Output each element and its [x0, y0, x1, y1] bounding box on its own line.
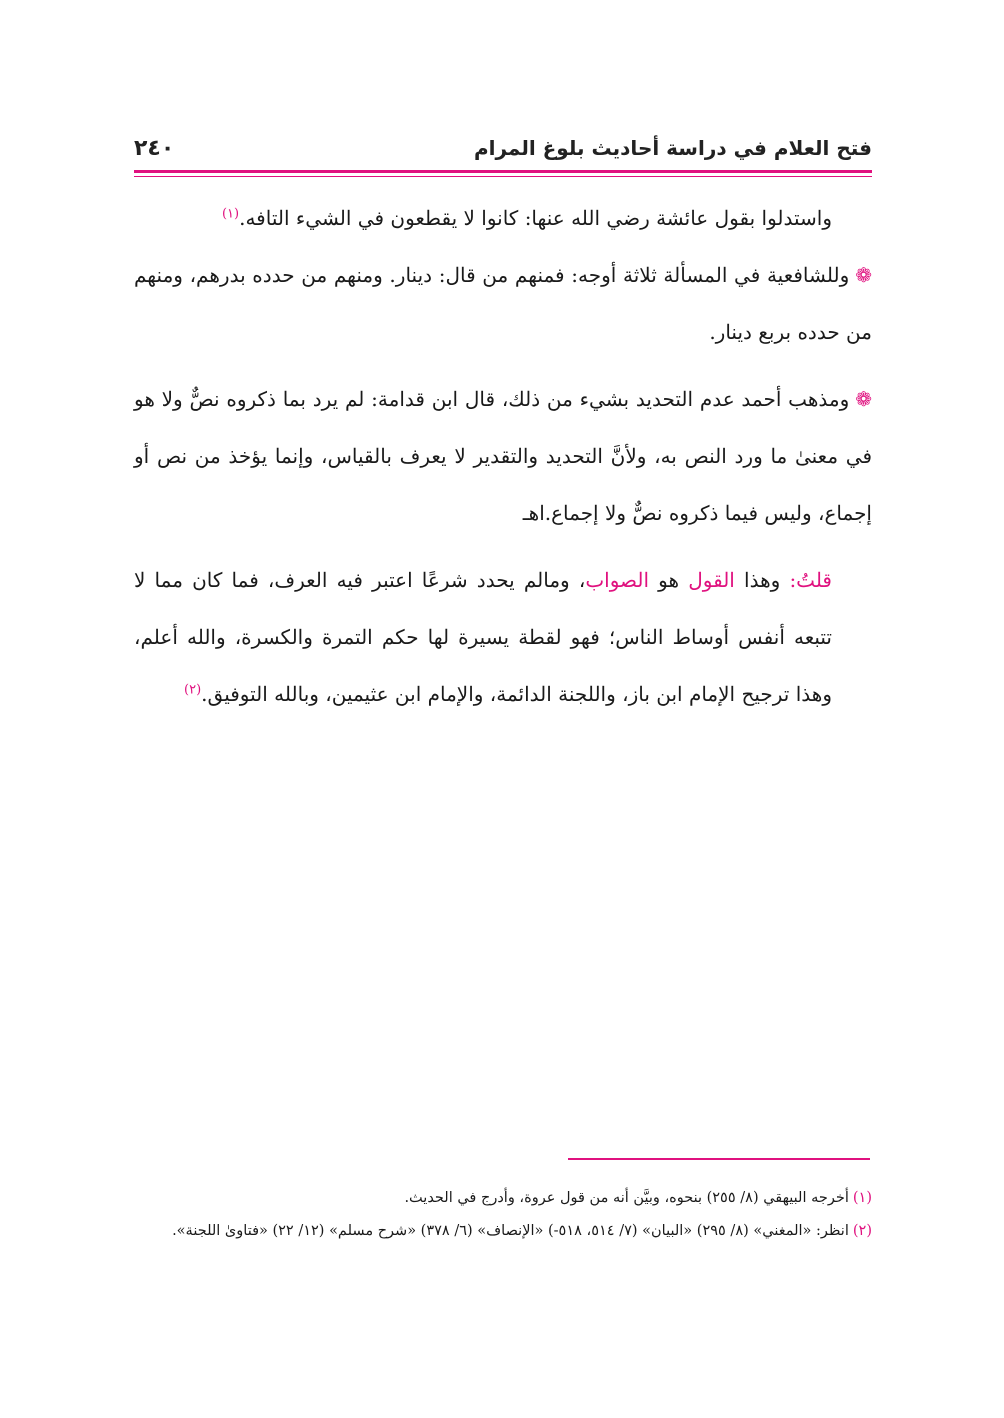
footnote-ref-1[interactable]: (١)	[221, 206, 240, 222]
paragraph-4-text-2: هو	[649, 568, 689, 592]
footnotes	[134, 1184, 872, 1250]
rosette-icon: ❁	[855, 263, 872, 287]
footnote-text: أخرجه البيهقي (٨/ ٢٥٥) بنحوه، وبيَّن أنه من قول عروة، وأدرج في الحديث.	[404, 1190, 849, 1206]
footnote-text: انظر: «المغني» (٨/ ٢٩٥) «البيان» (٧/ ٥١٤، ٥١٨-) «الإنصاف» (٦/ ٣٧٨) «شرح مسلم» (١٢/ ٢٢) «فتاوىٰ اللجنة».	[172, 1223, 849, 1239]
highlight-qawl: القول	[688, 568, 735, 592]
header-rule-thin	[134, 176, 872, 177]
page-header	[134, 128, 872, 168]
paragraph-3	[134, 371, 872, 542]
page-number: ٢٤٠	[134, 135, 175, 161]
footnote-ref-2[interactable]: (٢)	[184, 682, 202, 698]
paragraph-1	[134, 190, 872, 247]
footnote-2	[134, 1217, 872, 1246]
running-title: فتح العلام في دراسة أحاديث بلوغ المرام	[473, 136, 872, 160]
paragraph-3-text: ومذهب أحمد عدم التحديد بشيء من ذلك، قال ابن قدامة: لم يرد بما ذكروه نصٌّ ولا هو في معنىٰ ما ورد النص به، ولأنَّ التحديد والتقدير لا يعرف بالقياس، وإنما يؤخذ من نص أو إجماع، وليس فيما ذكروه نصٌّ ولا إجماع.اهـ	[134, 387, 872, 525]
footnote-1	[134, 1184, 872, 1213]
qultu-label: قلتُ:	[789, 568, 832, 592]
highlight-sawab: الصواب	[585, 568, 650, 592]
header-rule-thick	[134, 170, 872, 173]
paragraph-4-text-1: وهذا	[734, 568, 790, 592]
footnote-number: (١)	[852, 1190, 872, 1206]
paragraph-4-text-3: ، ومالم يحدد شرعًا اعتبر فيه العرف، فما كان مما لا تتبعه أنفس أوساط الناس؛ فهو لقطة يسيرة لها حكم التمرة والكسرة، والله أعلم، وهذا ترجيح الإمام ابن باز، واللجنة الدائمة، والإمام ابن عثيمين، وبالله التوفيق.	[134, 568, 832, 706]
rosette-icon: ❁	[855, 387, 872, 411]
footnote-separator	[568, 1158, 870, 1160]
paragraph-4	[134, 552, 872, 723]
paragraph-2	[134, 247, 872, 361]
paragraph-2-text: وللشافعية في المسألة ثلاثة أوجه: فمنهم من قال: دينار. ومنهم من حدده بدرهم، ومنهم من حدده بربع دينار.	[134, 263, 872, 344]
body-text	[134, 190, 872, 723]
paragraph-1-text: واستدلوا بقول عائشة رضي الله عنها: كانوا لا يقطعون في الشيء التافه.	[239, 206, 832, 230]
footnote-number: (٢)	[852, 1223, 872, 1239]
